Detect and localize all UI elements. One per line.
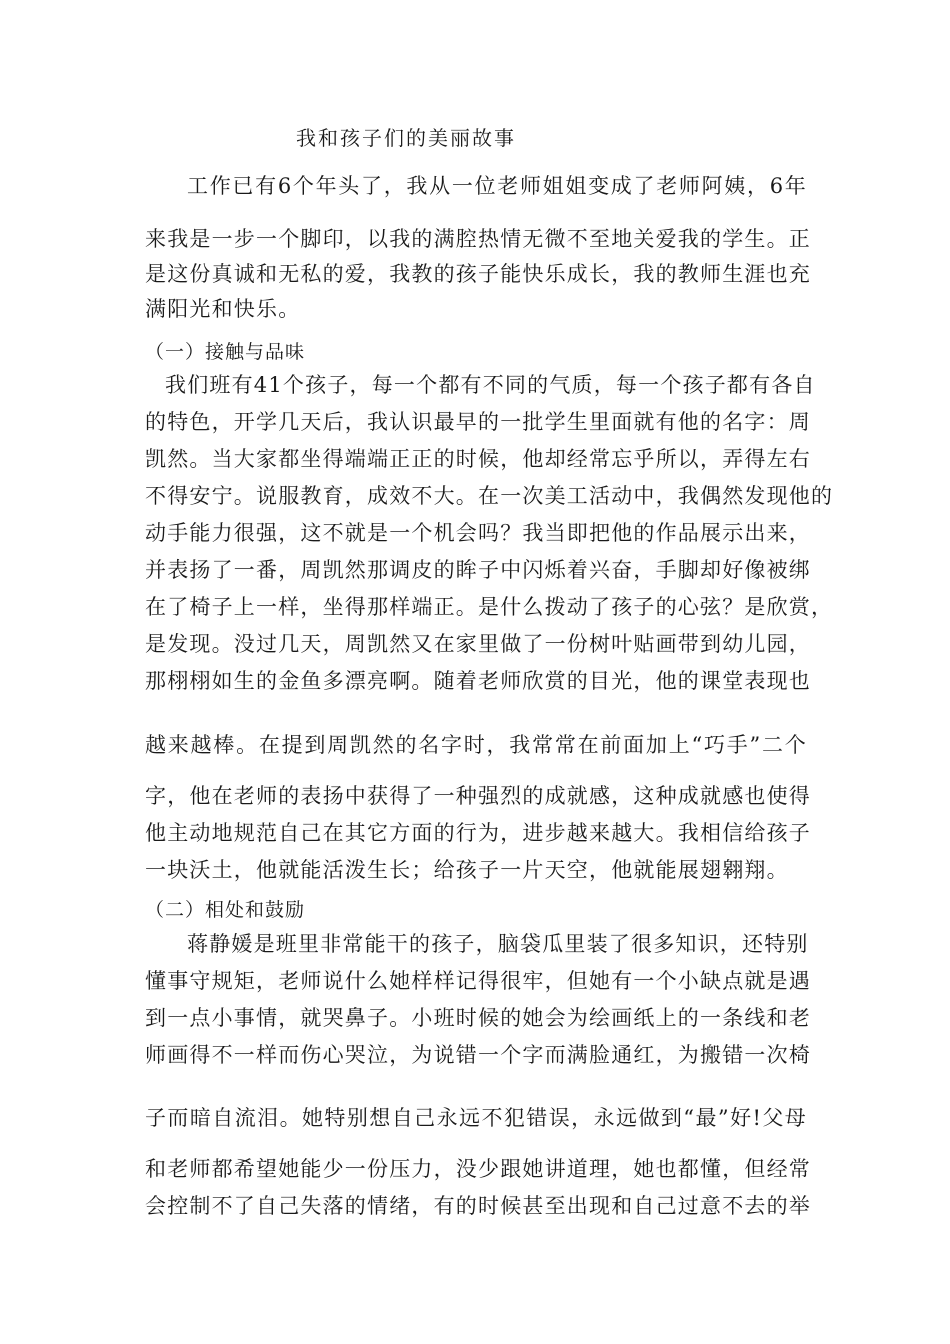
section-heading: （一）接触与品味: [145, 341, 306, 363]
paragraph-line: 越来越棒。在提到周凯然的名字时，我常常在前面加上“巧手”二个: [145, 733, 807, 757]
paragraph-line: 满阳光和快乐。: [145, 297, 301, 321]
paragraph-line: 工作已有6个年头了，我从一位老师姐姐变成了老师阿姨，6年: [187, 174, 807, 198]
paragraph-line: 一块沃土，他就能活泼生长；给孩子一片天空，他就能展翅翱翔。: [145, 858, 789, 882]
paragraph-line: 蒋静媛是班里非常能干的孩子，脑袋瓜里装了很多知识，还特别: [187, 932, 809, 956]
paragraph-line: 是这份真诚和无私的爱，我教的孩子能快乐成长，我的教师生涯也充: [145, 262, 811, 286]
paragraph-line: 动手能力很强，这不就是一个机会吗？我当即把他的作品展示出来，: [145, 521, 811, 545]
paragraph-line: 我们班有41个孩子，每一个都有不同的气质，每一个孩子都有各自: [165, 373, 816, 397]
paragraph-line: 在了椅子上一样，坐得那样端正。是什么拨动了孩子的心弦？是欣赏，: [145, 595, 834, 619]
paragraph-line: 懂事守规矩，老师说什么她样样记得很牢，但她有一个小缺点就是遇: [145, 969, 811, 993]
paragraph-line: 是发现。没过几天，周凯然又在家里做了一份树叶贴画带到幼儿园，: [145, 632, 811, 656]
paragraph-line: 到一点小事情，就哭鼻子。小班时候的她会为绘画纸上的一条线和老: [145, 1006, 811, 1030]
paragraph-line: 不得安宁。说服教育，成效不大。在一次美工活动中，我偶然发现他的: [145, 484, 834, 508]
paragraph-line: 的特色，开学几天后，我认识最早的一批学生里面就有他的名字：周: [145, 410, 811, 434]
paragraph-line: 那栩栩如生的金鱼多漂亮啊。随着老师欣赏的目光，他的课堂表现也: [145, 669, 811, 693]
section-heading: （二）相处和鼓励: [145, 899, 306, 921]
paragraph-line: 师画得不一样而伤心哭泣，为说错一个字而满脸通红，为搬错一次椅: [145, 1043, 811, 1067]
paragraph-line: 并表扬了一番，周凯然那调皮的眸子中闪烁着兴奋，手脚却好像被绑: [145, 558, 811, 582]
paragraph-line: 会控制不了自己失落的情绪，有的时候甚至出现和自己过意不去的举: [145, 1194, 811, 1218]
paragraph-line: 凯然。当大家都坐得端端正正的时候，他却经常忘乎所以，弄得左右: [145, 447, 811, 471]
paragraph-line: 和老师都希望她能少一份压力，没少跟她讲道理，她也都懂，但经常: [145, 1157, 811, 1181]
paragraph-line: 子而暗自流泪。她特别想自己永远不犯错误，永远做到“最”好!父母: [145, 1106, 807, 1130]
paragraph-line: 来我是一步一个脚印，以我的满腔热情无微不至地关爱我的学生。正: [145, 227, 811, 251]
paragraph-line: 他主动地规范自己在其它方面的行为，进步越来越大。我相信给孩子: [145, 821, 811, 845]
document-title: 我和孩子们的美丽故事: [296, 126, 516, 150]
paragraph-line: 字，他在老师的表扬中获得了一种强烈的成就感，这种成就感也使得: [145, 784, 811, 808]
